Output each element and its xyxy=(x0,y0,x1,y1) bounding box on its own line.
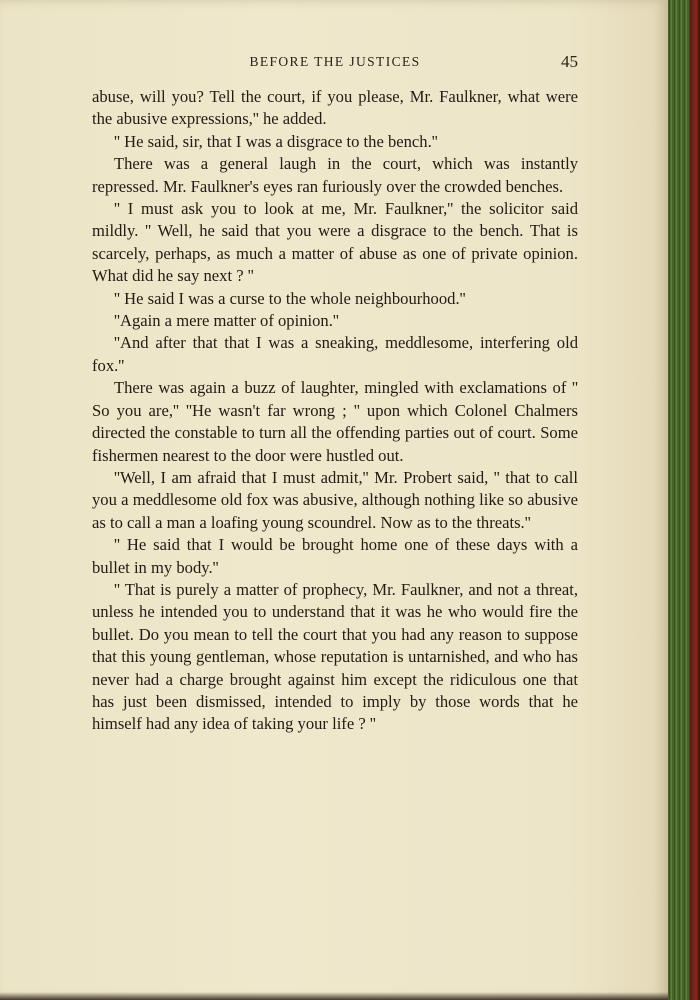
paragraph: ''And after that that I was a sneaking, meddlesome, interfering old fox.'' xyxy=(92,333,578,375)
paragraph: abuse, will you? Tell the court, if you please, Mr. Faulkner, what were the abusive expressions,'' he added. xyxy=(92,87,578,129)
paragraph: '' He said that I would be brought home one of these days with a bullet in my body.'' xyxy=(92,535,578,577)
paragraph: '' I must ask you to look at me, Mr. Faulkner,'' the solicitor said mildly. '' Well, he said that you were a disgrace to the bench. That is scarcely, perhaps, as much a matter of abuse as one of private opinion. What did he say next ? '' xyxy=(92,199,578,286)
running-title: BEFORE THE JUSTICES xyxy=(249,54,421,69)
paragraph: '' That is purely a matter of prophecy, Mr. Faulkner, and not a threat, unless he intended you to understand that it was he who would fire the bullet. Do you mean to tell the court that you had any reason to suppose that this young gentleman, whose reputation is untarnished, and who has never had a charge brought against him except the ridiculous one that has just been dismissed, intended to imply by those words that he himself had any idea of taking your life ? '' xyxy=(92,579,578,734)
running-head xyxy=(92,52,578,72)
paragraph: '' He said, sir, that I was a disgrace to the bench.'' xyxy=(114,131,438,151)
paragraph: There was again a buzz of laughter, mingled with exclamations of '' So you are,'' ''He wasn't far wrong ; '' upon which Colonel Chalmers directed the constable to turn all the offending parties out of court. Some fishermen nearest to the door were hustled out. xyxy=(92,378,578,465)
page-number: 45 xyxy=(561,52,578,71)
page-bottom-shadow xyxy=(0,992,668,1000)
paragraph: '' He said I was a curse to the whole neighbourhood.'' xyxy=(114,288,466,308)
book-cover-edge xyxy=(690,0,700,1000)
body-text xyxy=(92,86,578,736)
paragraph: ''Well, I am afraid that I must admit,'' Mr. Probert said, '' that to call you a meddlesome old fox was abusive, although nothing like so abusive as to call a man a loafing young scoundrel. Now as to the threats.'' xyxy=(92,467,578,532)
paragraph: ''Again a mere matter of opinion.'' xyxy=(114,311,339,331)
paragraph: There was a general laugh in the court, which was instantly repressed. Mr. Faulkner's eyes ran furiously over the crowded benches. xyxy=(92,154,578,196)
